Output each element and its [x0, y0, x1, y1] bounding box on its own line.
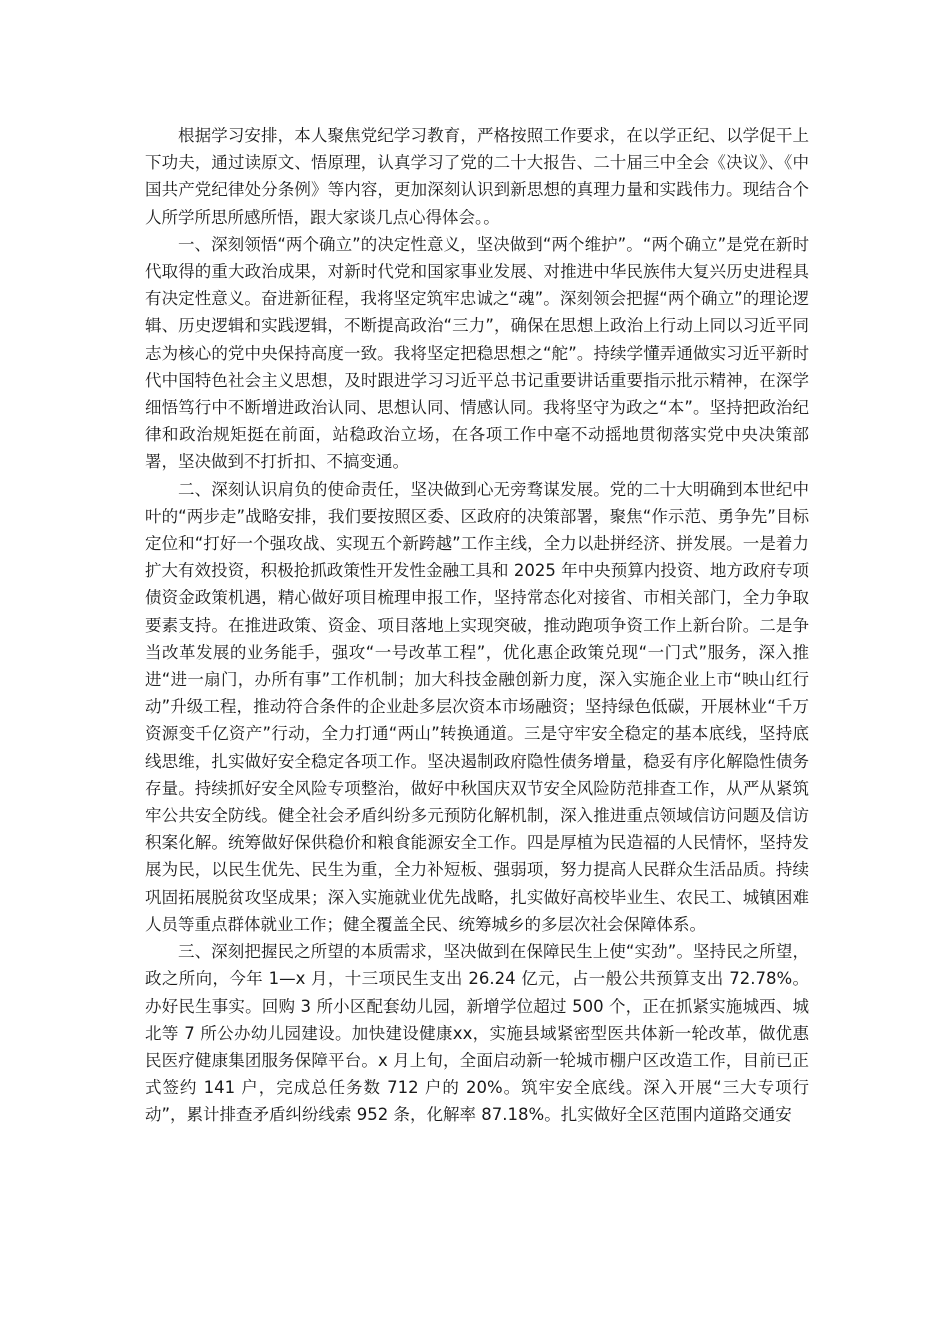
section-one-paragraph: 一、深刻领悟“两个确立”的决定性意义，坚决做到“两个维护”。“两个确立”是党在新时代取得的重大政治成果，对新时代党和国家事业发展、对推进中华民族伟大复兴历史进程具有决定性意义。奋进新征程，我将坚定筑牢忠诚之“魂”。深刻领会把握“两个确立”的理论逻辑、历史逻辑和实践逻辑，不断提高政治“三力”，确保在思想上政治上行动上同以习近平同志为核心的党中央保持高度一致。我将坚定把稳思想之“舵”。持续学懂弄通做实习近平新时代中国特色社会主义思想，及时跟进学习习近平总书记重要讲话重要指示批示精神，在深学细悟笃行中不断增进政治认同、思想认同、情感认同。我将坚守为政之“本”。坚持把政治纪律和政治规矩挺在前面，站稳政治立场，在各项工作中毫不动摇地贯彻落实党中央决策部署，坚决做到不打折扣、不搞变通。	[145, 234, 809, 472]
section-two-paragraph: 二、深刻认识肩负的使命责任，坚决做到心无旁骛谋发展。党的二十大明确到本世纪中叶的“两步走”战略安排，我们要按照区委、区政府的决策部署，聚焦“作示范、勇争先”目标定位和“打好一个强攻战、实现五个新跨越”工作主线，全力以赴拼经济、拼发展。一是着力扩大有效投资，积极抢抓政策性开发性金融工具和 2025 年中央预算内投资、地方政府专项债资金政策机遇，精心做好项目梳理申报工作，坚持常态化对接省、市相关部门，全力争取要素支持。在推进政策、资金、项目落地上实现突破，推动跑项争资工作上新台阶。二是争当改革发展的业务能手，强攻“一号改革工程”，优化惠企政策兑现“一门式”服务，深入推进“进一扇门，办所有事”工作机制；加大科技金融创新力度，深入实施企业上市“映山红行动”升级工程，推动符合条件的企业赴多层次资本市场融资；坚持绿色低碳，开展林业“千万资源变千亿资产”行动，全力打通“两山”转换通道。三是守牢安全稳定的基本底线，坚持底线思维，扎实做好安全稳定各项工作。坚决遏制政府隐性债务增量，稳妥有序化解隐性债务存量。持续抓好安全风险专项整治，做好中秋国庆双节安全风险防范排查工作，从严从紧筑牢公共安全防线。健全社会矛盾纠纷多元预防化解机制，深入推进重点领域信访问题及信访积案化解。统筹做好保供稳价和粮食能源安全工作。四是厚植为民造福的人民情怀，坚持发展为民，以民生优先、民生为重，全力补短板、强弱项，努力提高人民群众生活品质。持续巩固拓展脱贫攻坚成果；深入实施就业优先战略，扎实做好高校毕业生、农民工、城镇困难人员等重点群体就业工作；健全覆盖全民、统筹城乡的多层次社会保障体系。	[145, 479, 809, 934]
intro-paragraph: 根据学习安排，本人聚焦党纪学习教育，严格按照工作要求，在以学正纪、以学促干上下功夫，通过读原文、悟原理，认真学习了党的二十大报告、二十届三中全会《决议》、《中国共产党纪律处分条例》等内容，更加深刻认识到新思想的真理力量和实践伟力。现结合个人所学所思所感所悟，跟大家谈几点心得体会。。	[145, 126, 809, 227]
document-page	[145, 122, 809, 1129]
section-three-paragraph: 三、深刻把握民之所望的本质需求，坚决做到在保障民生上使“实劲”。坚持民之所望，政之所向，今年 1—x 月，十三项民生支出 26.24 亿元，占一般公共预算支出 72.78%。办好民生事实。回购 3 所小区配套幼儿园，新增学位超过 500 个，正在抓紧实施城西、城北等 7 所公办幼儿园建设。加快建设健康xx，实施县域紧密型医共体新一轮改革，做优惠民医疗健康集团服务保障平台。x 月上旬，全面启动新一轮城市棚户区改造工作，目前已正式签约 141 户，完成总任务数 712 户的 20%。筑牢安全底线。深入开展“三大专项行动”，累计排查矛盾纠纷线索 952 条，化解率 87.18%。扎实做好全区范围内道路交通安	[145, 942, 809, 1125]
